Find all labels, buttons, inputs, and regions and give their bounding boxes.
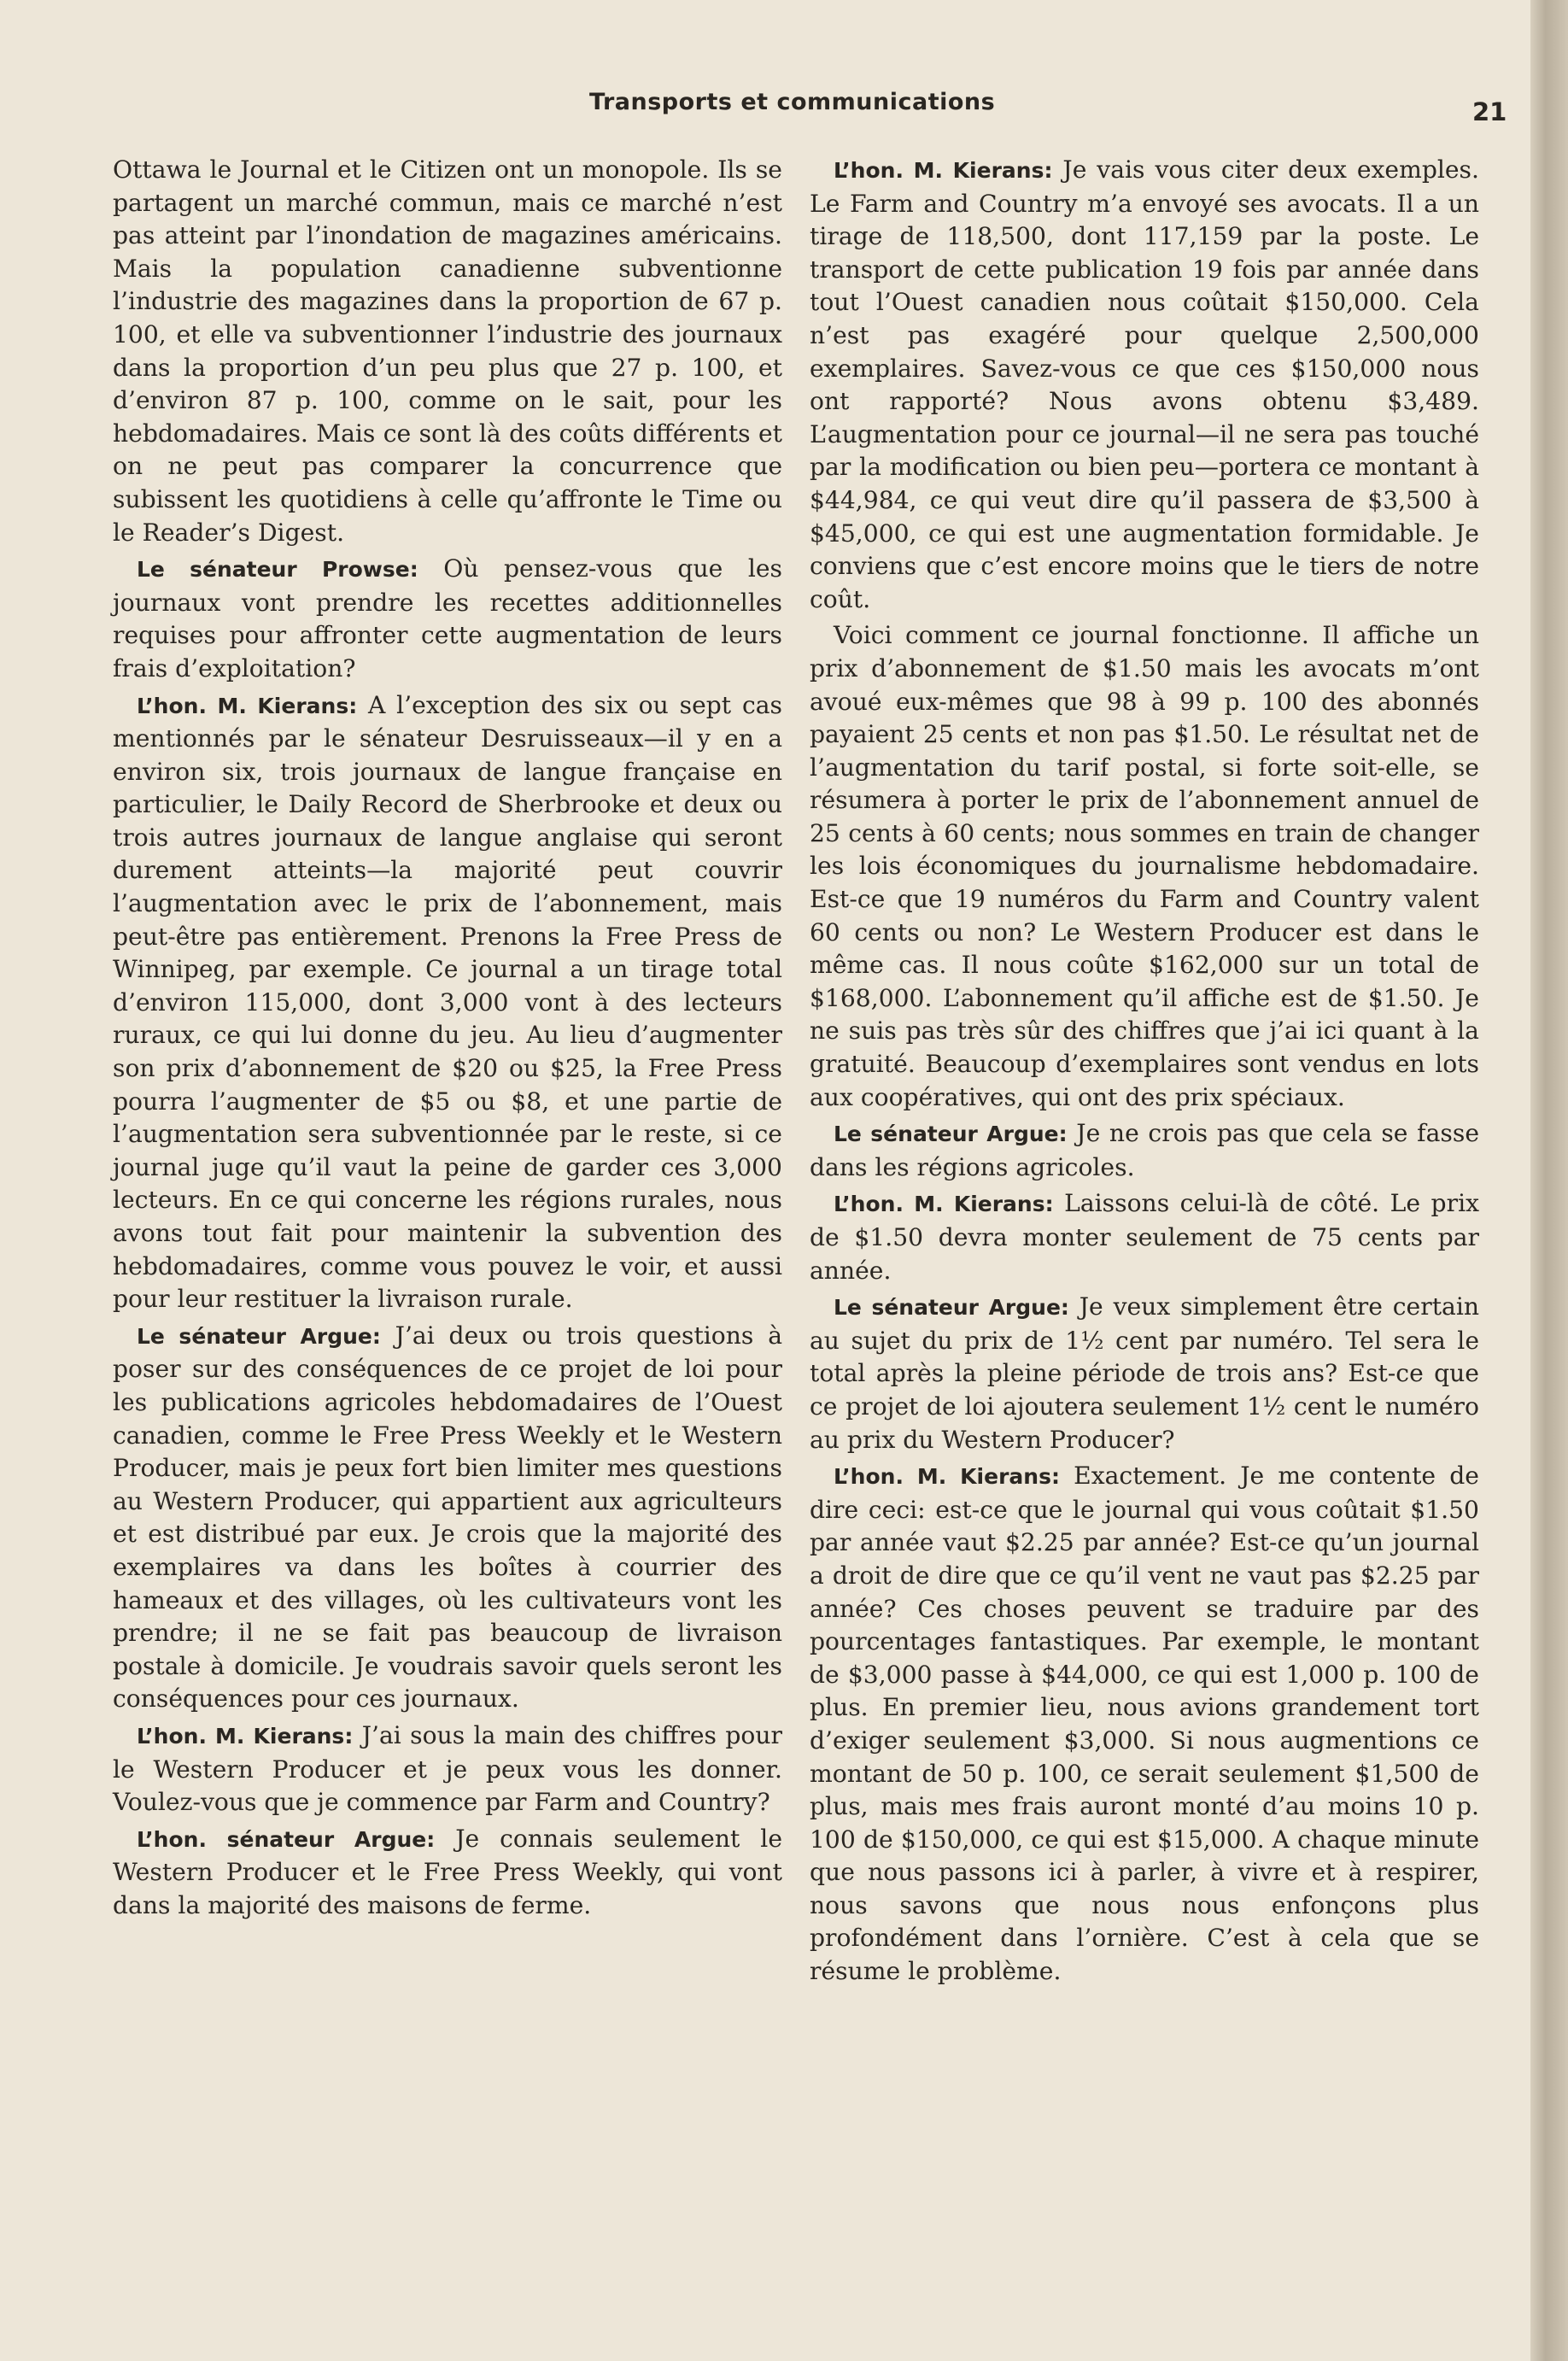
- speech-text: A l’exception des six ou sept cas mentionnés par le sénateur Desruisseaux—il y en a environ six, trois journaux de langue française en particulier, le Daily Record de Sherbrooke et deux ou trois autres journaux de langue anglaise qui seront durement atteints—la majorité peut couvrir l’augmentation avec le prix de l’abonnement, mais peut-être pas entièrement. Prenons la Free Press de Winnipeg, par exemple. Ce journal a un tirage total d’environ 115,000, dont 3,000 vont à des lecteurs ruraux, ce qui lui donne du jeu. Au lieu d’augmenter son prix d’abonnement de $20 ou $25, la Free Press pourra l’augmenter de $5 ou $8, et une partie de l’augmentation sera subventionnée par le reste, si ce journal juge qu’il vaut la peine de garder ces 3,000 lecteurs. En ce qui concerne les régions rurales, nous avons tout fait pour maintenir la subvention des hebdomadaires, comme vous pouvez le voir, et aussi pour leur restituer la livraison rurale.: [113, 690, 782, 1314]
- speaker-name: L’hon. M. Kierans:: [834, 1464, 1060, 1490]
- speaker-name: Le sénateur Argue:: [834, 1295, 1069, 1321]
- speech-text: Exactement. Je me contente de dire ceci: est-ce que le journal qui vous coûtait $1.50 par année vaut $2.25 par année? Est-ce qu’un journal a droit de dire que ce qu’il vent ne vaut pas $2.25 par année? Ces choses peuvent se traduire par des pourcentages fantastiques. Par exemple, le montant de $3,000 passe à $44,000, ce qui est 1,000 p. 100 de plus. En premier lieu, nous avions grandement tort d’exiger seulement $3,000. Si nous augmentions ce montant de 50 p. 100, ce serait seulement $1,500 de plus, mais mes frais auront monté d’au moins 10 p. 100 de $150,000, ce qui est $15,000. A chaque minute que nous passons ici à parler, à vivre et à respirer, nous savons que nous nous enfonçons plus profondément dans l’ornière. C’est à cela que se résume le problème.: [810, 1462, 1479, 1986]
- speech-paragraph: [113, 1823, 782, 1923]
- speech-paragraph: [810, 1187, 1479, 1287]
- speech-text: J’ai deux ou trois questions à poser sur des conséquences de ce projet de loi pour les publications agricoles hebdomadaires de l’Ouest canadien, comme le Free Press Weekly et le Western Producer, mais je peux fort bien limiter mes questions au Western Producer, qui appartient aux agriculteurs et est distribué par eux. Je crois que la majorité des exemplaires va dans les boîtes à courrier des hameaux et des villages, où les cultivateurs vont les prendre; il ne se fait pas beaucoup de livraison postale à domicile. Je voudrais savoir quels seront les conséquences pour ces journaux.: [113, 1321, 783, 1714]
- speech-paragraph: [810, 1460, 1479, 1989]
- speech-paragraph: [113, 553, 782, 685]
- speaker-name: Le sénateur Argue:: [834, 1122, 1068, 1147]
- speech-paragraph: [810, 1291, 1479, 1456]
- speech-paragraph: [810, 1117, 1479, 1184]
- paragraph: Ottawa le Journal et le Citizen ont un monopole. Ils se partagent un marché commun, mais ce marché n’est pas atteint par l’inondation de magazines américains. Mais la population canadienne subventionne l’industrie des magazines dans la proportion de 67 p. 100, et elle va subventionner l’industrie des journaux dans la proportion d’un peu plus que 27 p. 100, et d’environ 87 p. 100, comme on le sait, pour les hebdomadaires. Mais ce sont là des coûts différents et on ne peut pas comparer la concurrence que subissent les quotidiens à celle qu’affronte le Time ou le Reader’s Digest.: [113, 155, 782, 547]
- speech-paragraph: [113, 689, 782, 1316]
- speech-text: Je connais seulement le Western Producer et le Free Press Weekly, qui vont dans la majorité des maisons de ferme.: [113, 1824, 783, 1919]
- page-binding-edge: [1530, 0, 1568, 2361]
- speaker-name: Le sénateur Argue:: [137, 1323, 381, 1349]
- speaker-name: L’hon. M. Kierans:: [137, 1723, 354, 1749]
- speech-text: Je ne crois pas que cela se fasse dans les régions agricoles.: [810, 1119, 1480, 1181]
- page-number: 21: [1472, 97, 1507, 126]
- speaker-name: Le sénateur Prowse:: [137, 557, 418, 583]
- speech-text: Où pensez-vous que les journaux vont prendre les recettes additionnelles requises pour affronter cette augmentation de leurs frais d’exploitation?: [113, 554, 782, 683]
- speaker-name: L’hon. sénateur Argue:: [137, 1826, 436, 1852]
- speech-text: Je veux simplement être certain au sujet du prix de 1½ cent par numéro. Tel sera le total après la pleine période de trois ans? Est-ce que ce projet de loi ajoutera seulement 1½ cent le numéro au prix du Western Producer?: [810, 1292, 1480, 1454]
- speaker-name: L’hon. M. Kierans:: [834, 1192, 1054, 1217]
- speech-paragraph: [113, 1719, 782, 1819]
- speaker-name: L’hon. M. Kierans:: [137, 693, 358, 718]
- running-header: Transports et communications: [589, 89, 996, 115]
- speech-text: Laissons celui-là de côté. Le prix de $1.50 devra monter seulement de 75 cents par année.: [810, 1189, 1479, 1285]
- speech-paragraph: [113, 1320, 782, 1716]
- paragraph: Voici comment ce journal fonctionne. Il affiche un prix d’abonnement de $1.50 mais les avocats m’ont avoué eux-mêmes que 98 à 99 p. 100 des abonnés payaient 25 cents et non pas $1.50. Le résultat net de l’augmentation du tarif postal, si forte soit-elle, se résumera à porter le prix de l’abonnement annuel de 25 cents à 60 cents; nous sommes en train de changer les lois économiques du journalisme hebdomadaire. Est-ce que 19 numéros du Farm and Country valent 60 cents ou non? Le Western Producer est dans le même cas. Il nous coûte $162,000 sur un total de $168,000. L’abonnement qu’il affiche est de $1.50. Je ne suis pas très sûr des chiffres que j’ai ici quant à la gratuité. Beaucoup d’exemplaires sont vendus en lots aux coopératives, qui ont des prix spéciaux.: [810, 621, 1479, 1111]
- speech-paragraph: [810, 154, 1479, 616]
- left-column: [113, 154, 782, 1925]
- speaker-name: L’hon. M. Kierans:: [834, 158, 1053, 183]
- speech-text: J’ai sous la main des chiffres pour le Western Producer et je peux vous les donner. Voulez-vous que je commence par Farm and Country?: [113, 1720, 782, 1817]
- right-column: [810, 154, 1479, 1992]
- speech-text: Je vais vous citer deux exemples. Le Farm and Country m’a envoyé ses avocats. Il a un tirage de 118,500, dont 117,159 par la poste. Le transport de cette publication 19 fois par année dans tout l’Ouest canadien nous coûtait $150,000. Cela n’est pas exagéré pour quelque 2,500,000 exemplaires. Savez-vous ce que ces $150,000 nous ont rapporté? Nous avons obtenu $3,489. L’augmentation pour ce journal—il ne sera pas touché par la modification ou bien peu—portera ce montant à $44,984, ce qui veut dire qu’il passera de $3,500 à $45,000, ce qui est une augmentation formidable. Je conviens que c’est encore moins que le tiers de notre coût.: [810, 155, 1479, 613]
